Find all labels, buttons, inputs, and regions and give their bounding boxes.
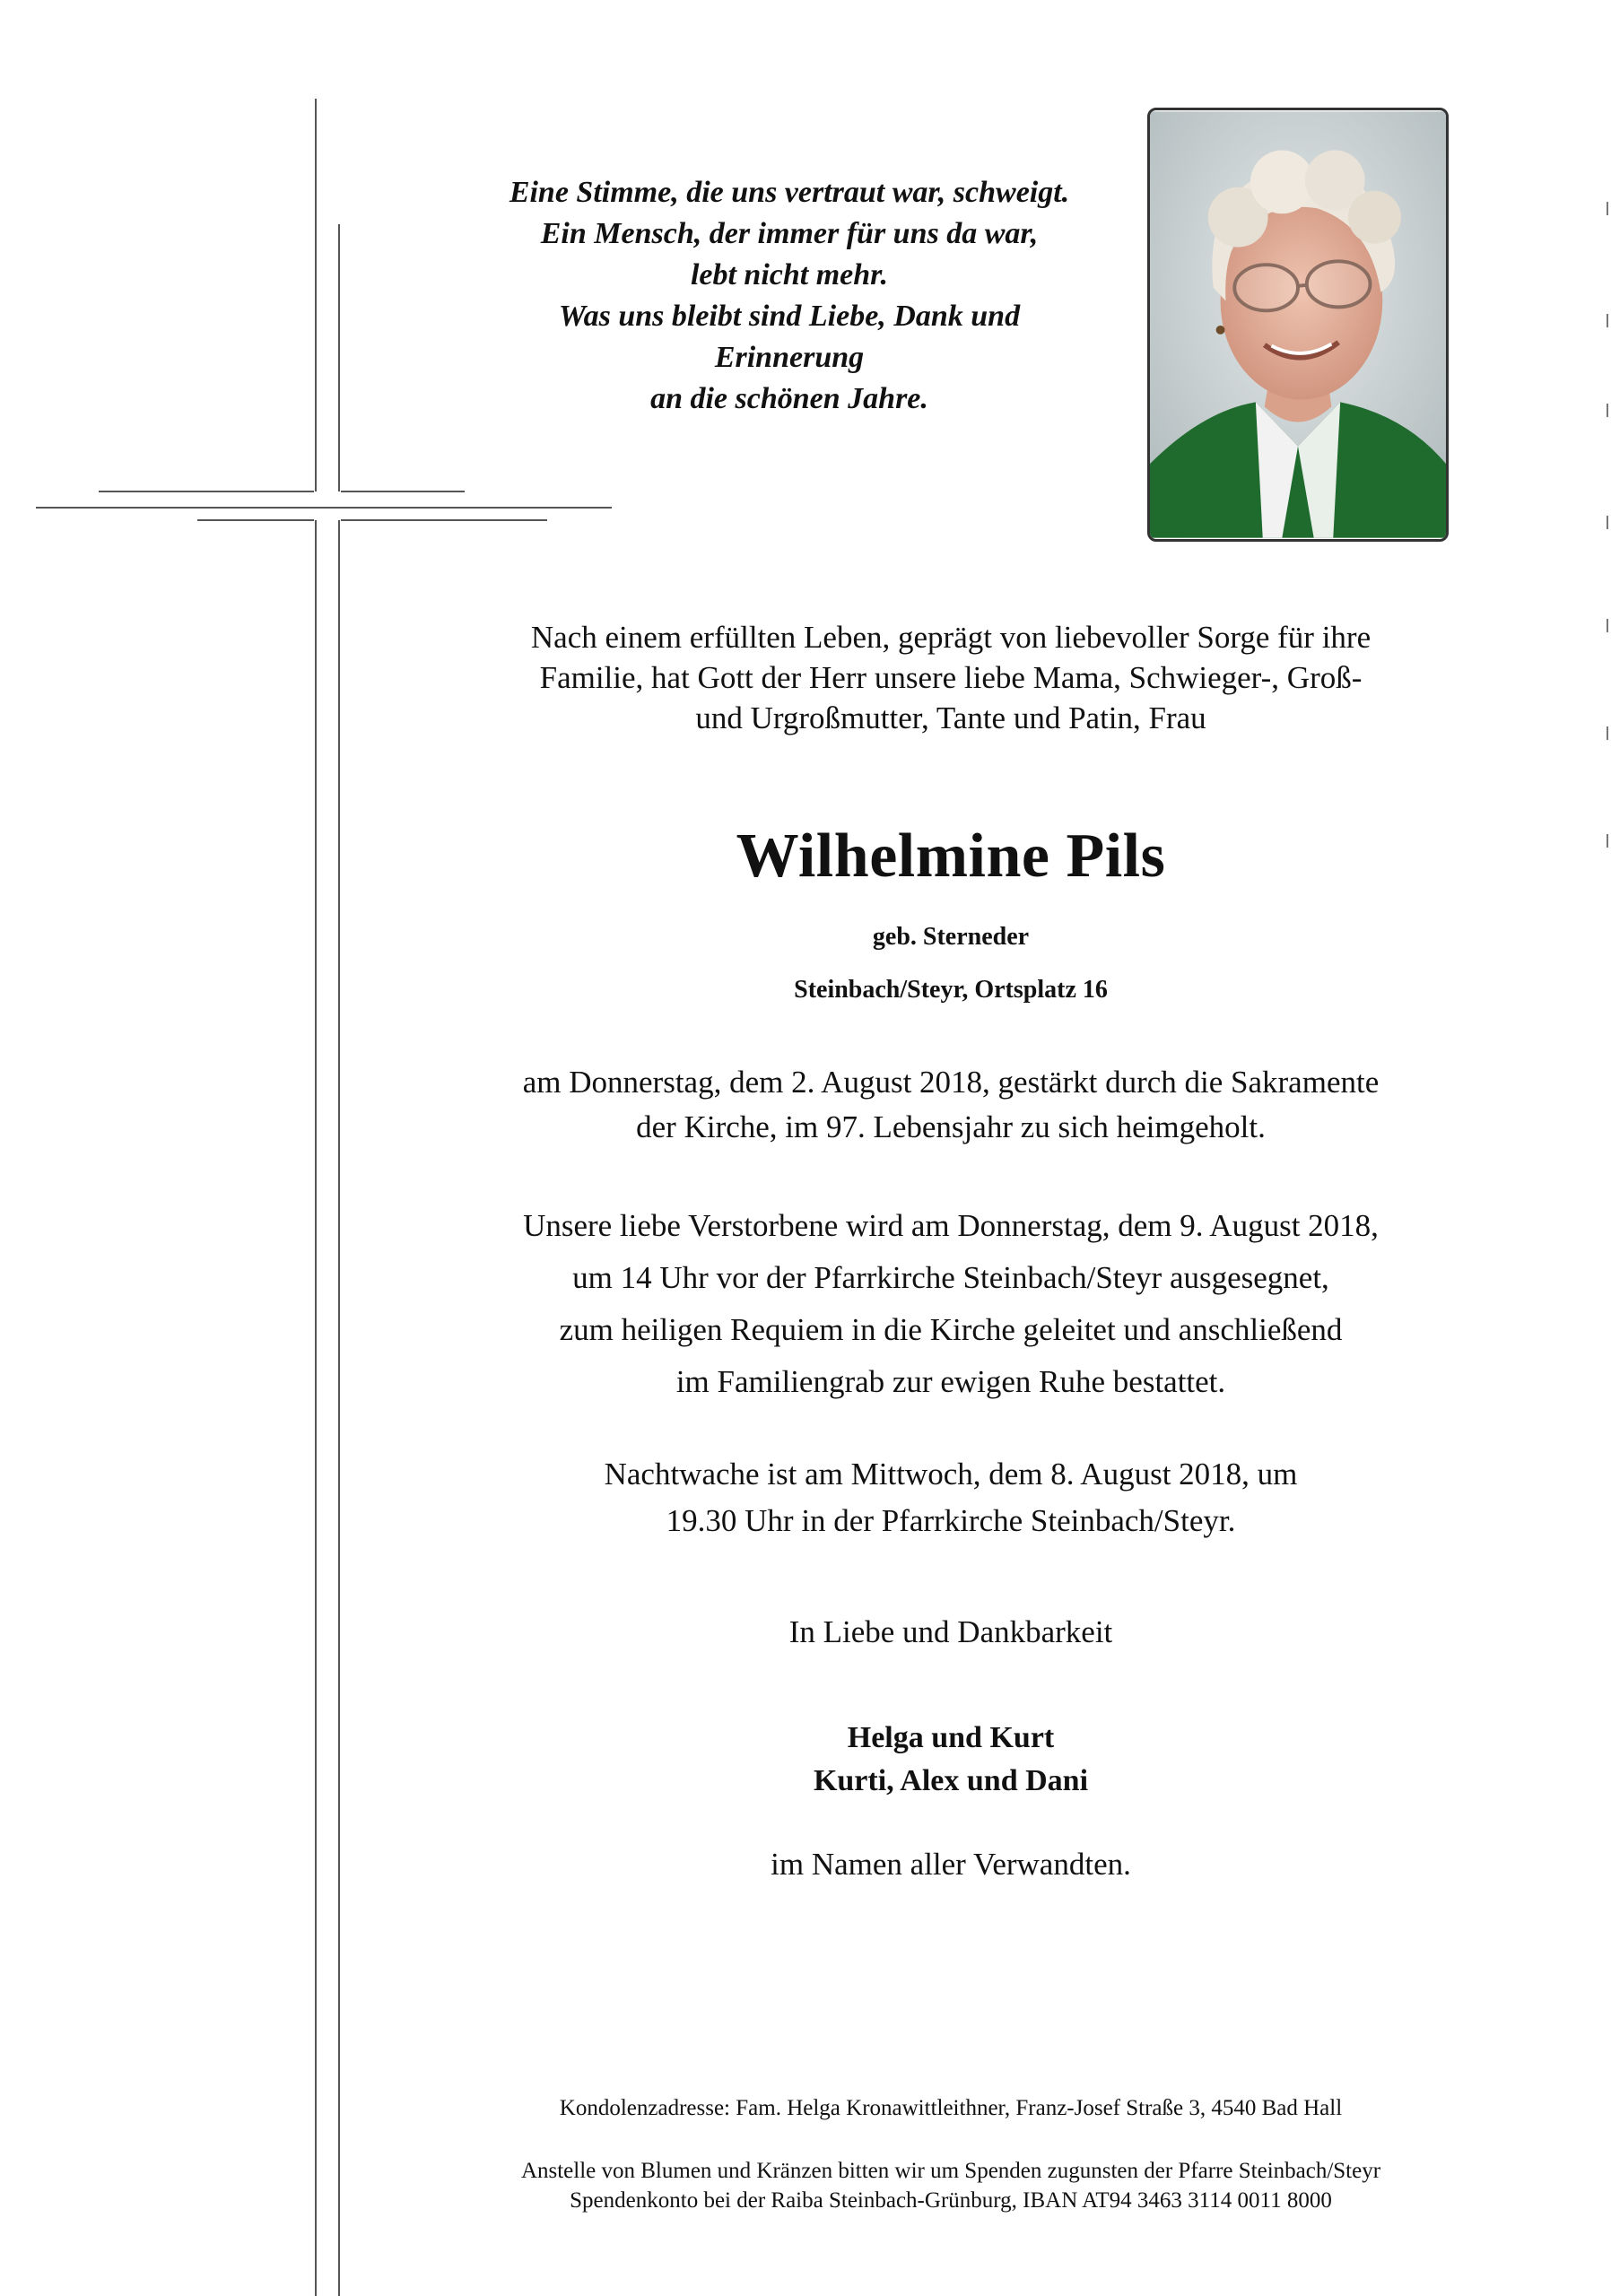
wake-paragraph [395, 1451, 1507, 1544]
quote-line: Ein Mensch, der immer für uns da war, [540, 217, 1039, 250]
family-names [395, 1717, 1507, 1803]
funeral-line: Unsere liebe Verstorbene wird am Donnerstag, dem 9. August 2018, [523, 1208, 1379, 1243]
intro-paragraph [395, 617, 1507, 738]
edge-marks [1602, 0, 1611, 2296]
deceased-name: Wilhelmine Pils [736, 822, 1166, 891]
funeral-paragraph [395, 1200, 1507, 1408]
death-paragraph [395, 1060, 1507, 1150]
birth-name: geb. Sterneder [872, 923, 1030, 951]
deceased-address: Steinbach/Steyr, Ortsplatz 16 [794, 976, 1108, 1004]
funeral-line: im Familiengrab zur ewigen Ruhe bestattet. [675, 1364, 1226, 1399]
death-line: am Donnerstag, dem 2. August 2018, gestärkt durch die Sakramente [522, 1065, 1380, 1100]
family-line: Kurti, Alex und Dani [813, 1764, 1089, 1797]
quote-line: Was uns bleibt sind Liebe, Dank und [558, 300, 1021, 333]
family-line: Helga und Kurt [847, 1721, 1055, 1754]
donation-line: Anstelle von Blumen und Kränzen bitten wir um Spenden zugunsten der Pfarre Steinbach/Steyr [520, 2159, 1381, 2183]
donation-note [395, 2156, 1507, 2215]
portrait-image [1150, 110, 1446, 539]
death-line: der Kirche, im 97. Lebensjahr zu sich heimgeholt. [636, 1109, 1266, 1144]
portrait-photo [1147, 108, 1449, 542]
wake-line: 19.30 Uhr in der Pfarrkirche Steinbach/Steyr. [666, 1503, 1236, 1538]
funeral-line: zum heiligen Requiem in die Kirche geleitet und anschließend [559, 1312, 1343, 1347]
funeral-line: um 14 Uhr vor der Pfarrkirche Steinbach/Steyr ausgesegnet, [572, 1260, 1329, 1295]
closing-line: In Liebe und Dankbarkeit [788, 1614, 1113, 1649]
quote-line: Erinnerung [714, 341, 865, 374]
on-behalf-line: im Namen aller Verwandten. [771, 1847, 1131, 1882]
quote-line: Eine Stimme, die uns vertraut war, schweigt. [509, 176, 1070, 209]
memorial-quote [431, 172, 1148, 420]
intro-line: Familie, hat Gott der Herr unsere liebe Mama, Schwieger-, Groß- [539, 660, 1363, 695]
wake-line: Nachtwache ist am Mittwoch, dem 8. August 2018, um [604, 1457, 1298, 1492]
quote-line: lebt nicht mehr. [690, 258, 889, 291]
condolence-address: Kondolenzadresse: Fam. Helga Kronawittleithner, Franz-Josef Straße 3, 4540 Bad Hall [559, 2096, 1343, 2120]
intro-line: und Urgroßmutter, Tante und Patin, Frau [695, 700, 1206, 735]
intro-line: Nach einem erfüllten Leben, geprägt von liebevoller Sorge für ihre [530, 620, 1372, 655]
quote-line: an die schönen Jahre. [650, 382, 928, 415]
donation-line: Spendenkonto bei der Raiba Steinbach-Grünburg, IBAN AT94 3463 3114 0011 8000 [570, 2188, 1332, 2213]
